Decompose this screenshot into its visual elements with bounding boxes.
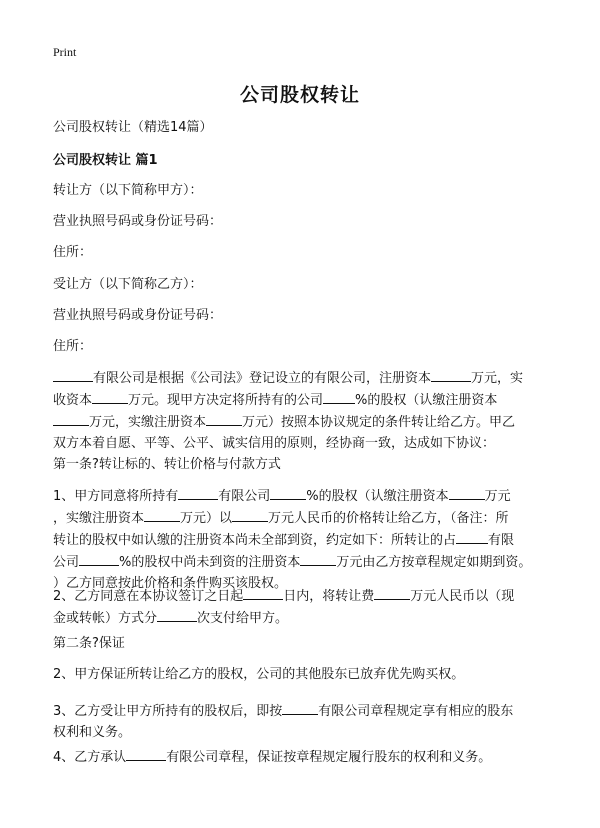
guarantee-4: 4、乙方承认 有限公司章程，保证按章程规定履行股东的权利和义务。 xyxy=(53,746,553,768)
guarantee-2: 2、甲方保证所转让给乙方的股权，公司的其他股东已放弃优先购买权。 xyxy=(53,667,465,682)
guarantee-3: 3、乙方受让甲方所持有的股权后，即按 有限公司章程规定享有相应的股东 权利和义务。 xyxy=(53,700,553,743)
blank-field xyxy=(243,585,283,600)
blank-field xyxy=(157,607,197,622)
blank-field xyxy=(300,551,336,566)
section-heading: 公司股权转让 篇1 xyxy=(53,153,158,168)
transferee-license-line: 营业执照号码或身份证号码： xyxy=(53,308,223,323)
intro-paragraph: 有限公司是根据《公司法》登记设立的有限公司，注册资本 万元，实 收资本 万元。现甲方决定将所持有的公司 %的股权（认缴注册资本 万元，实缴注册资本 万元）按照本协议规定的条件转让给乙方。甲乙 双方本着自愿、平等、公平、诚实信用的原则，经协商一致，达成如下协议： xyxy=(53,367,553,454)
blank-field xyxy=(323,389,355,404)
blank-field xyxy=(126,746,166,761)
blank-field xyxy=(449,485,485,500)
transferee-address-line: 住所： xyxy=(53,339,93,354)
blank-field xyxy=(79,551,119,566)
transferor-line: 转让方（以下简称甲方）： xyxy=(53,183,203,198)
transferor-license-line: 营业执照号码或身份证号码： xyxy=(53,214,223,229)
clause-2-paragraph: 2、乙方同意在本协议签订之日起 日内，将转让费 万元人民币以（现 金或转帐）方式分 次支付给甲方。 xyxy=(53,585,553,629)
blank-field xyxy=(144,507,180,522)
blank-field xyxy=(456,529,488,544)
blank-field xyxy=(53,411,89,426)
transferee-line: 受让方（以下简称乙方）： xyxy=(53,277,203,292)
print-label: Print xyxy=(53,45,77,59)
blank-field xyxy=(92,389,128,404)
blank-field xyxy=(374,585,410,600)
blank-field xyxy=(232,507,268,522)
document-subtitle: 公司股权转让（精选14篇） xyxy=(53,120,213,135)
article-1-heading: 第一条?转让标的、转让价格与付款方式 xyxy=(53,457,281,472)
blank-field xyxy=(270,485,306,500)
blank-field xyxy=(282,700,318,715)
blank-field xyxy=(431,367,471,382)
blank-field xyxy=(53,367,93,382)
transferor-address-line: 住所： xyxy=(53,245,93,260)
clause-1-paragraph: 1、甲方同意将所持有 有限公司 %的股权（认缴注册资本 万元 ，实缴注册资本 万元）以 万元人民币的价格转让给乙方，（备注：所 转让的股权中如认缴的注册资本尚未全部到资，约定如下：所转让的占 有限 公司 %的股权中尚未到资的注册资本 万元由乙方按章程规定如期到资。 ）乙方同意按此价格和条件购买该股权。 xyxy=(53,485,553,594)
blank-field xyxy=(206,411,242,426)
article-2-heading: 第二条?保证 xyxy=(53,636,125,651)
blank-field xyxy=(178,485,218,500)
document-title: 公司股权转让 xyxy=(239,84,360,106)
